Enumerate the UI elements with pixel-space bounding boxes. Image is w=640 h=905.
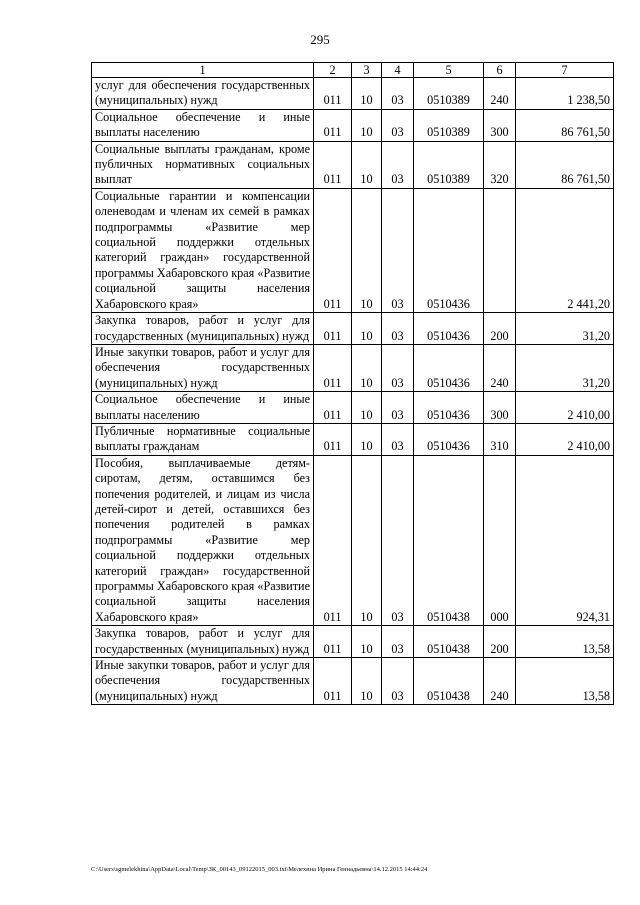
row-c5-cell: 0510436 [414,423,484,455]
row-c7-cell: 2 441,20 [516,188,614,312]
col-header: 7 [516,63,614,78]
row-c4-cell: 03 [382,313,414,345]
row-c2-cell: 011 [314,626,352,658]
row-c5-cell: 0510389 [414,109,484,141]
row-c5-cell: 0510438 [414,658,484,705]
row-c6-cell: 200 [484,313,516,345]
row-c6-cell: 300 [484,109,516,141]
row-c3-cell: 10 [352,78,382,110]
row-c3-cell: 10 [352,344,382,391]
row-c7-cell: 31,20 [516,313,614,345]
row-c7-cell: 31,20 [516,344,614,391]
table-row [92,141,614,188]
row-c5-cell: 0510436 [414,344,484,391]
row-c6-cell: 240 [484,78,516,110]
row-c3-cell: 10 [352,392,382,424]
row-c6-cell: 000 [484,455,516,625]
page-number: 295 [310,32,330,47]
table-row [92,313,614,345]
row-c6-cell: 310 [484,423,516,455]
row-c6-cell: 320 [484,141,516,188]
row-c2-cell: 011 [314,658,352,705]
row-c2-cell: 011 [314,141,352,188]
table-row [92,78,614,110]
budget-table [91,62,614,705]
col-header: 4 [382,63,414,78]
row-name-cell: Закупка товаров, работ и услуг для государственных (муниципальных) нужд [92,626,314,658]
row-c6-cell: 240 [484,658,516,705]
row-c3-cell: 10 [352,188,382,312]
row-c5-cell: 0510436 [414,313,484,345]
table-row [92,626,614,658]
row-name-cell: Публичные нормативные социальные выплаты гражданам [92,423,314,455]
table-row [92,423,614,455]
row-c2-cell: 011 [314,455,352,625]
row-name-cell: Закупка товаров, работ и услуг для государственных (муниципальных) нужд [92,313,314,345]
row-c2-cell: 011 [314,188,352,312]
row-name-cell: Социальное обеспечение и иные выплаты населению [92,392,314,424]
row-c4-cell: 03 [382,392,414,424]
row-c2-cell: 011 [314,423,352,455]
col-header: 1 [92,63,314,78]
row-c2-cell: 011 [314,109,352,141]
row-c4-cell: 03 [382,626,414,658]
row-name-cell: услуг для обеспечения государственных (муниципальных) нужд [92,78,314,110]
table-row [92,392,614,424]
row-c7-cell: 2 410,00 [516,392,614,424]
row-c6-cell: 240 [484,344,516,391]
row-c2-cell: 011 [314,392,352,424]
row-c5-cell: 0510438 [414,626,484,658]
row-c4-cell: 03 [382,188,414,312]
table-header-row [92,63,614,78]
row-c7-cell: 86 761,50 [516,109,614,141]
row-c3-cell: 10 [352,109,382,141]
row-c7-cell: 86 761,50 [516,141,614,188]
row-c7-cell: 924,31 [516,455,614,625]
row-c7-cell: 13,58 [516,626,614,658]
row-c3-cell: 10 [352,313,382,345]
row-c4-cell: 03 [382,109,414,141]
col-header: 3 [352,63,382,78]
table-row [92,109,614,141]
table-row [92,188,614,312]
row-c4-cell: 03 [382,658,414,705]
row-c4-cell: 03 [382,141,414,188]
row-c6-cell [484,188,516,312]
table-row [92,344,614,391]
row-c2-cell: 011 [314,78,352,110]
col-header: 5 [414,63,484,78]
row-name-cell: Социальное обеспечение и иные выплаты населению [92,109,314,141]
row-c4-cell: 03 [382,78,414,110]
row-c3-cell: 10 [352,455,382,625]
row-c5-cell: 0510389 [414,78,484,110]
row-c5-cell: 0510389 [414,141,484,188]
file-path-footer: C:\Users\sgmelekhina\AppData\Local\Temp\ЗК_00143_09122015_003.txt\Мелехина Ирина Геннадьевна\14.12.2015 14:44:24 [91,866,428,873]
row-c5-cell: 0510436 [414,188,484,312]
row-name-cell: Социальные гарантии и компенсации оленеводам и членам их семей в рамках подпрограммы «Развитие мер социальной поддержки отдельных категорий граждан» государственной программы Хабаровского края «Развитие социальной защиты населения Хабаровского края» [92,188,314,312]
row-c2-cell: 011 [314,313,352,345]
row-name-cell: Иные закупки товаров, работ и услуг для обеспечения государственных (муниципальных) нужд [92,344,314,391]
row-c3-cell: 10 [352,658,382,705]
row-c3-cell: 10 [352,626,382,658]
row-c5-cell: 0510436 [414,392,484,424]
row-name-cell: Иные закупки товаров, работ и услуг для обеспечения государственных (муниципальных) нужд [92,658,314,705]
table-row [92,658,614,705]
row-c4-cell: 03 [382,344,414,391]
row-c2-cell: 011 [314,344,352,391]
row-c6-cell: 300 [484,392,516,424]
table-row [92,455,614,625]
row-c3-cell: 10 [352,141,382,188]
col-header: 6 [484,63,516,78]
row-c7-cell: 13,58 [516,658,614,705]
row-c5-cell: 0510438 [414,455,484,625]
row-c4-cell: 03 [382,423,414,455]
row-name-cell: Пособия, выплачиваемые детям-сиротам, детям, оставшимся без попечения родителей, и лицам из числа детей-сирот и детей, оставшихся без попечения родителей в рамках подпрограммы «Развитие мер социальной поддержки отдельных категорий граждан» государственной программы Хабаровского края «Развитие социальной защиты населения Хабаровского края» [92,455,314,625]
row-c7-cell: 2 410,00 [516,423,614,455]
row-c3-cell: 10 [352,423,382,455]
row-c4-cell: 03 [382,455,414,625]
row-c6-cell: 200 [484,626,516,658]
row-name-cell: Социальные выплаты гражданам, кроме публичных нормативных социальных выплат [92,141,314,188]
row-c7-cell: 1 238,50 [516,78,614,110]
col-header: 2 [314,63,352,78]
